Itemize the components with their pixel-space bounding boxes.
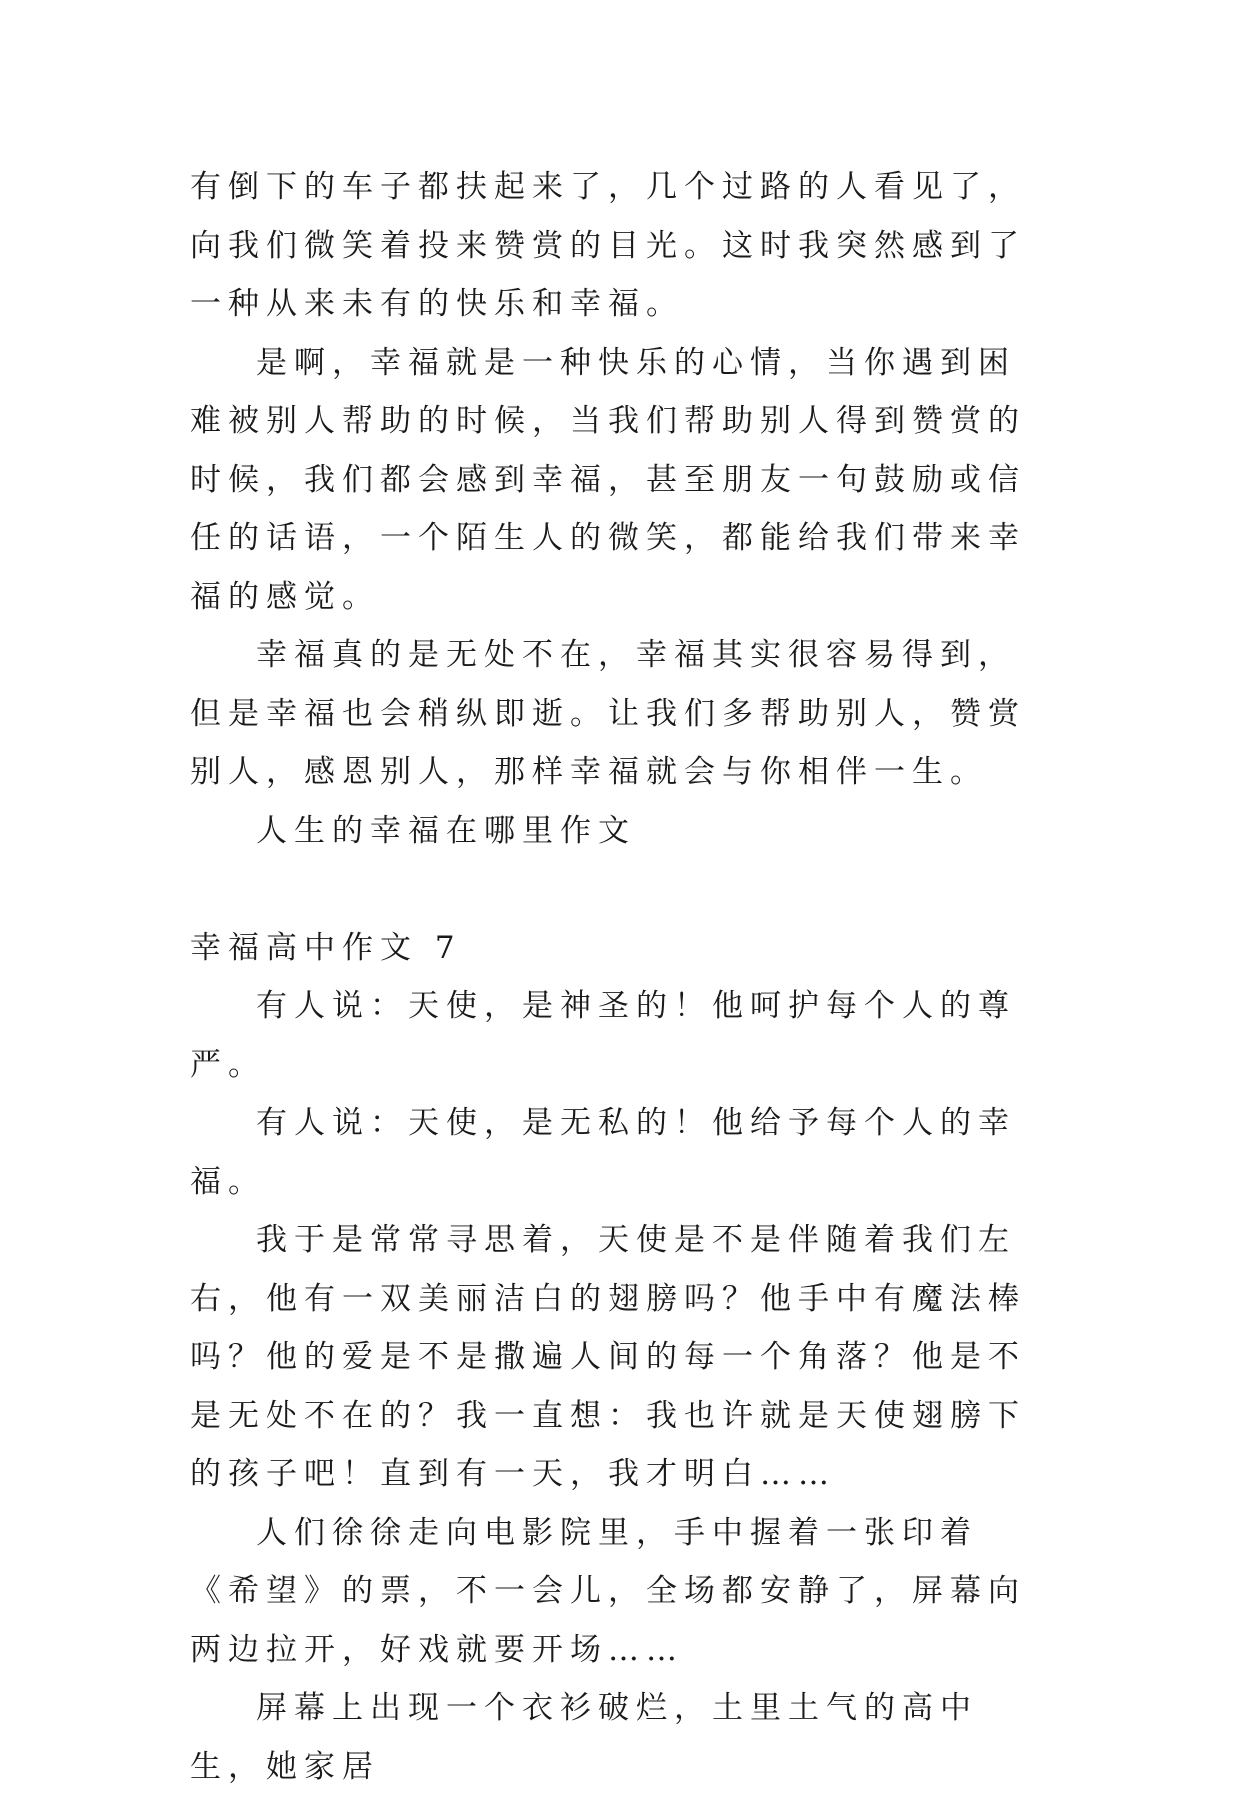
paragraph-continuation: 有倒下的车子都扶起来了，几个过路的人看见了，向我们微笑着投来赞赏的目光。这时我突然感到了一种从来未有的快乐和幸福。 xyxy=(190,169,1026,322)
paragraph-spacer xyxy=(190,860,1052,919)
section-heading: 幸福高中作文 7 xyxy=(190,929,462,966)
paragraph-angel-selfless: 有人说：天使，是无私的！他给予每个人的幸福。 xyxy=(190,1105,1016,1200)
paragraph-happiness-everywhere: 幸福真的是无处不在，幸福其实很容易得到，但是幸福也会稍纵即逝。让我们多帮助别人，赞赏别人，感恩别人，那样幸福就会与你相伴一生。 xyxy=(190,637,1026,790)
paragraph-happiness-mood: 是啊，幸福就是一种快乐的心情，当你遇到困难被别人帮助的时候，当我们帮助别人得到赞赏的时候，我们都会感到幸福，甚至朋友一句鼓励或信任的话语，一个陌生人的微笑，都能给我们带来幸福的感觉。 xyxy=(190,344,1026,615)
paragraph-angel-sacred: 有人说：天使，是神圣的！他呵护每个人的尊严。 xyxy=(190,988,1016,1083)
paragraph-wondering: 我于是常常寻思着，天使是不是伴随着我们左右，他有一双美丽洁白的翅膀吗？他手中有魔法棒吗？他的爱是不是撒遍人间的每一个角落？他是不是无处不在的？我一直想：我也许就是天使翅膀下的孩子吧！直到有一天，我才明白…… xyxy=(190,1222,1026,1492)
document-body xyxy=(190,158,1052,1796)
paragraph-essay-label: 人生的幸福在哪里作文 xyxy=(256,812,636,849)
paragraph-cinema: 人们徐徐走向电影院里，手中握着一张印着《希望》的票，不一会儿，全场都安静了，屏幕向两边拉开，好戏就要开场…… xyxy=(190,1514,1026,1668)
paragraph-screen: 屏幕上出现一个衣衫破烂，土里土气的高中生，她家居 xyxy=(190,1690,978,1785)
